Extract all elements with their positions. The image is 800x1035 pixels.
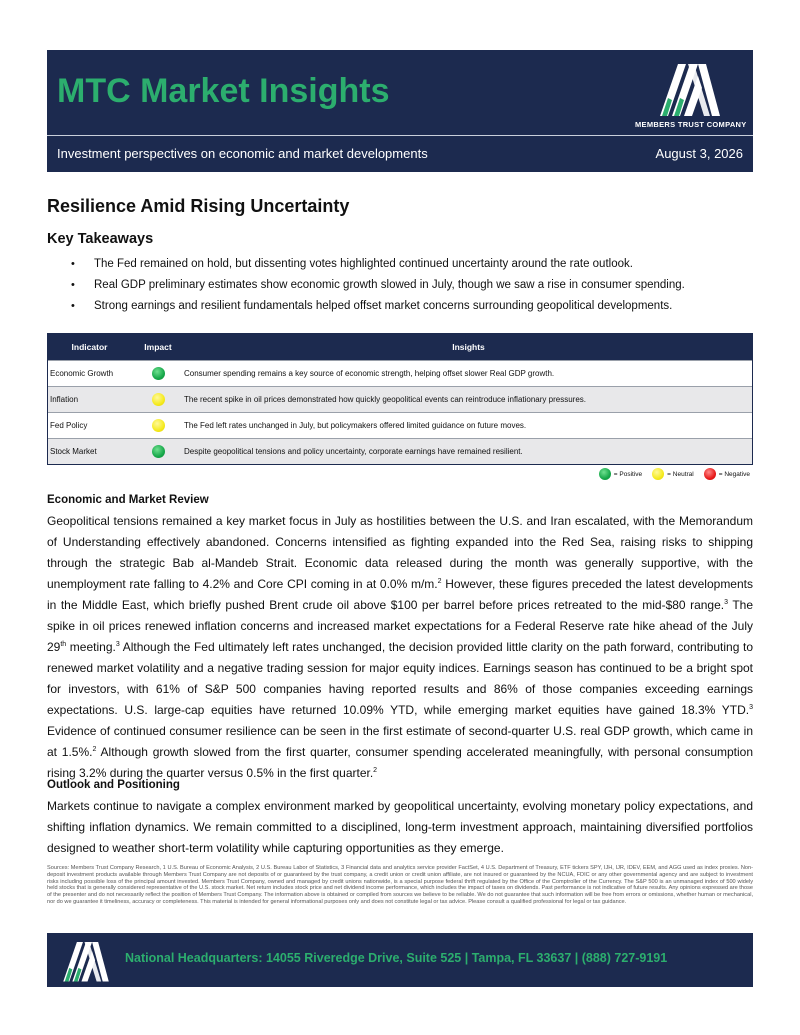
list-item: • The Fed remained on hold, but dissenting votes highlighted continued uncertainty around the rate outlook. — [71, 258, 633, 270]
column-header-indicator: Indicator — [47, 333, 132, 361]
outlook-paragraph: Markets continue to navigate a complex environment marked by geopolitical uncertainty, evolving monetary policy expectations, and shifting inflation dynamics. We remain committed to a disciplined, long-term investment approach, maintaining diversified portfolios designed to weather short-term volatility while capturing opportunities as they emerge. — [47, 799, 753, 855]
impact-legend — [589, 468, 750, 480]
bullet-icon: • — [71, 300, 75, 312]
table-row — [47, 361, 753, 387]
insight-text: The recent spike in oil prices demonstrated how quickly geopolitical events can reintroduce inflationary pressures. — [184, 387, 753, 413]
green-dot-icon — [152, 367, 165, 380]
indicator-table — [47, 333, 753, 464]
key-takeaways-heading: Key Takeaways — [47, 231, 154, 247]
impact-cell — [132, 387, 184, 413]
review-heading: Economic and Market Review — [47, 494, 209, 506]
legend-positive: = Positive — [599, 468, 642, 480]
yellow-dot-icon — [152, 419, 165, 432]
newsletter-subtitle: Investment perspectives on economic and market developments — [57, 146, 428, 161]
footer-logo — [57, 939, 115, 988]
impact-cell — [132, 361, 184, 387]
article-title: Resilience Amid Rising Uncertainty — [47, 196, 350, 216]
footer-banner — [47, 933, 753, 987]
list-item: • Strong earnings and resilient fundamentals helped offset market concerns surrounding geopolitical developments. — [71, 300, 673, 312]
yellow-dot-icon — [152, 393, 165, 406]
table-row — [47, 413, 753, 439]
company-logo — [635, 60, 745, 132]
legend-negative: = Negative — [704, 468, 750, 480]
column-header-insights: Insights — [184, 333, 753, 361]
table-row — [47, 439, 753, 465]
table-row — [47, 387, 753, 413]
indicator-name: Fed Policy — [47, 413, 132, 439]
yellow-dot-icon — [652, 468, 664, 480]
impact-cell — [132, 413, 184, 439]
indicator-name: Economic Growth — [47, 361, 132, 387]
impact-cell — [132, 439, 184, 465]
mtc-logo-icon — [57, 939, 115, 983]
green-dot-icon — [599, 468, 611, 480]
list-item: • Real GDP preliminary estimates show economic growth slowed in July, though we saw a rise in consumer spending. — [71, 279, 685, 291]
publication-date: August 3, 2026 — [655, 146, 743, 161]
header-banner — [47, 50, 753, 172]
outlook-heading: Outlook and Positioning — [47, 779, 180, 791]
column-header-impact: Impact — [132, 333, 184, 361]
disclosure-text: Sources: Members Trust Company Research, 1 U.S. Bureau of Economic Analysis, 2 U.S. Bureau Labor of Statistics, 3 Financial data and analytics service provider FactSet, 4 U.S. Department of Treasury, ETF tickers SPY, IJH, IJR, IDEV, EEM, and AGG used as index proxies. Non-deposit investment products available through Members Trust Company are not deposits of or guaranteed by the trust company, a credit union or credit union affiliate, are not insured or guaranteed by the NCUA, FDIC or any other governmental agency and are subject to investment risks including possible loss of the principal amount invested. Members Trust Company, owned and managed by credit unions nationwide, is a special purpose federal thrift regulated by the Office of the Comptroller of the Currency. The S&P 500 is an unmanaged index of 500 widely held stocks that is generally considered representative of the U.S. stock market. Net return includes stock price and net dividend income performance, which includes the impact of taxes on dividends. Past performance is not indicative of future results. Any opinions expressed are those of the presenter and do not necessarily reflect the position of Members Trust Company. The information above is obtained or compiled from sources we believe to be reliable. We do not guarantee that such information will be free from errors or omissions, whether human or mechanical, nor do we guarantee it timeliness, accuracy or completeness. This material is intended for general informational purposes only and does not constitute legal or tax advice. Please consult a qualified professional for legal or tax guidance. — [47, 865, 753, 905]
newsletter-title: MTC Market Insights — [57, 72, 390, 110]
bullet-icon: • — [71, 258, 75, 270]
indicator-name: Stock Market — [47, 439, 132, 465]
green-dot-icon — [152, 445, 165, 458]
table-header-row — [47, 333, 753, 361]
red-dot-icon — [704, 468, 716, 480]
logo-wordmark: MEMBERS TRUST COMPANY — [635, 120, 747, 129]
review-paragraph: Geopolitical tensions remained a key market focus in July as hostilities between the U.S. and Iran escalated, with the Memorandum of Understanding effectively abandoned. Concerns intensified as fighting expanded into the Red Sea, raising risks to shipping through the strategic Bab al-Mandeb Strait. Economic data released during the month was generally supportive, with the unemployment rate falling to 4.2% and Core CPI coming in at 0.0% m/m.$^2$ However, these figures preceded the latest developments in the Middle East, which briefly pushed Brent crude oil above $100 per barrel before prices retreated to the mid-$80 range.$^3$ The spike in oil prices renewed inflation concerns and increased market expectations for a Federal Reserve rate hike ahead of the July 29th meeting.$^3$ Although the Fed ultimately left rates unchanged, the decision provided little clarity on the path forward, contributing to renewed market volatility and a negative trading session for major equity indices. Earnings season has continued to be a bright spot for investors, with 61% of S&P 500 companies having reported results and 86% of those companies exceeding earnings expectations. U.S. large-cap equities have returned 10.09% YTD, while emerging market equities have gained 18.3% YTD.$^3$ Evidence of continued consumer resilience can be seen in the first estimate of second-quarter U.S. real GDP growth, which came in at 1.5%.$^2$ Although growth slowed from the first quarter, consumer spending accelerated meaningfully, with personal consumption rising 3.2% during the quarter versus 0.5% in the first quarter.$^2$ — [47, 514, 754, 780]
key-takeaways-list — [47, 256, 753, 319]
insight-text: The Fed left rates unchanged in July, but policymakers offered limited guidance on future moves. — [184, 413, 753, 439]
header-divider — [47, 135, 753, 136]
bullet-icon: • — [71, 279, 75, 291]
insight-text: Despite geopolitical tensions and policy uncertainty, corporate earnings have remained resilient. — [184, 439, 753, 465]
insight-text: Consumer spending remains a key source of economic strength, helping offset slower Real GDP growth. — [184, 361, 753, 387]
indicator-name: Inflation — [47, 387, 132, 413]
legend-neutral: = Neutral — [652, 468, 694, 480]
footer-address: National Headquarters: 14055 Riveredge Drive, Suite 525 | Tampa, FL 33637 | (888) 727-9191 — [125, 951, 668, 965]
mtc-logo-icon — [658, 60, 722, 118]
